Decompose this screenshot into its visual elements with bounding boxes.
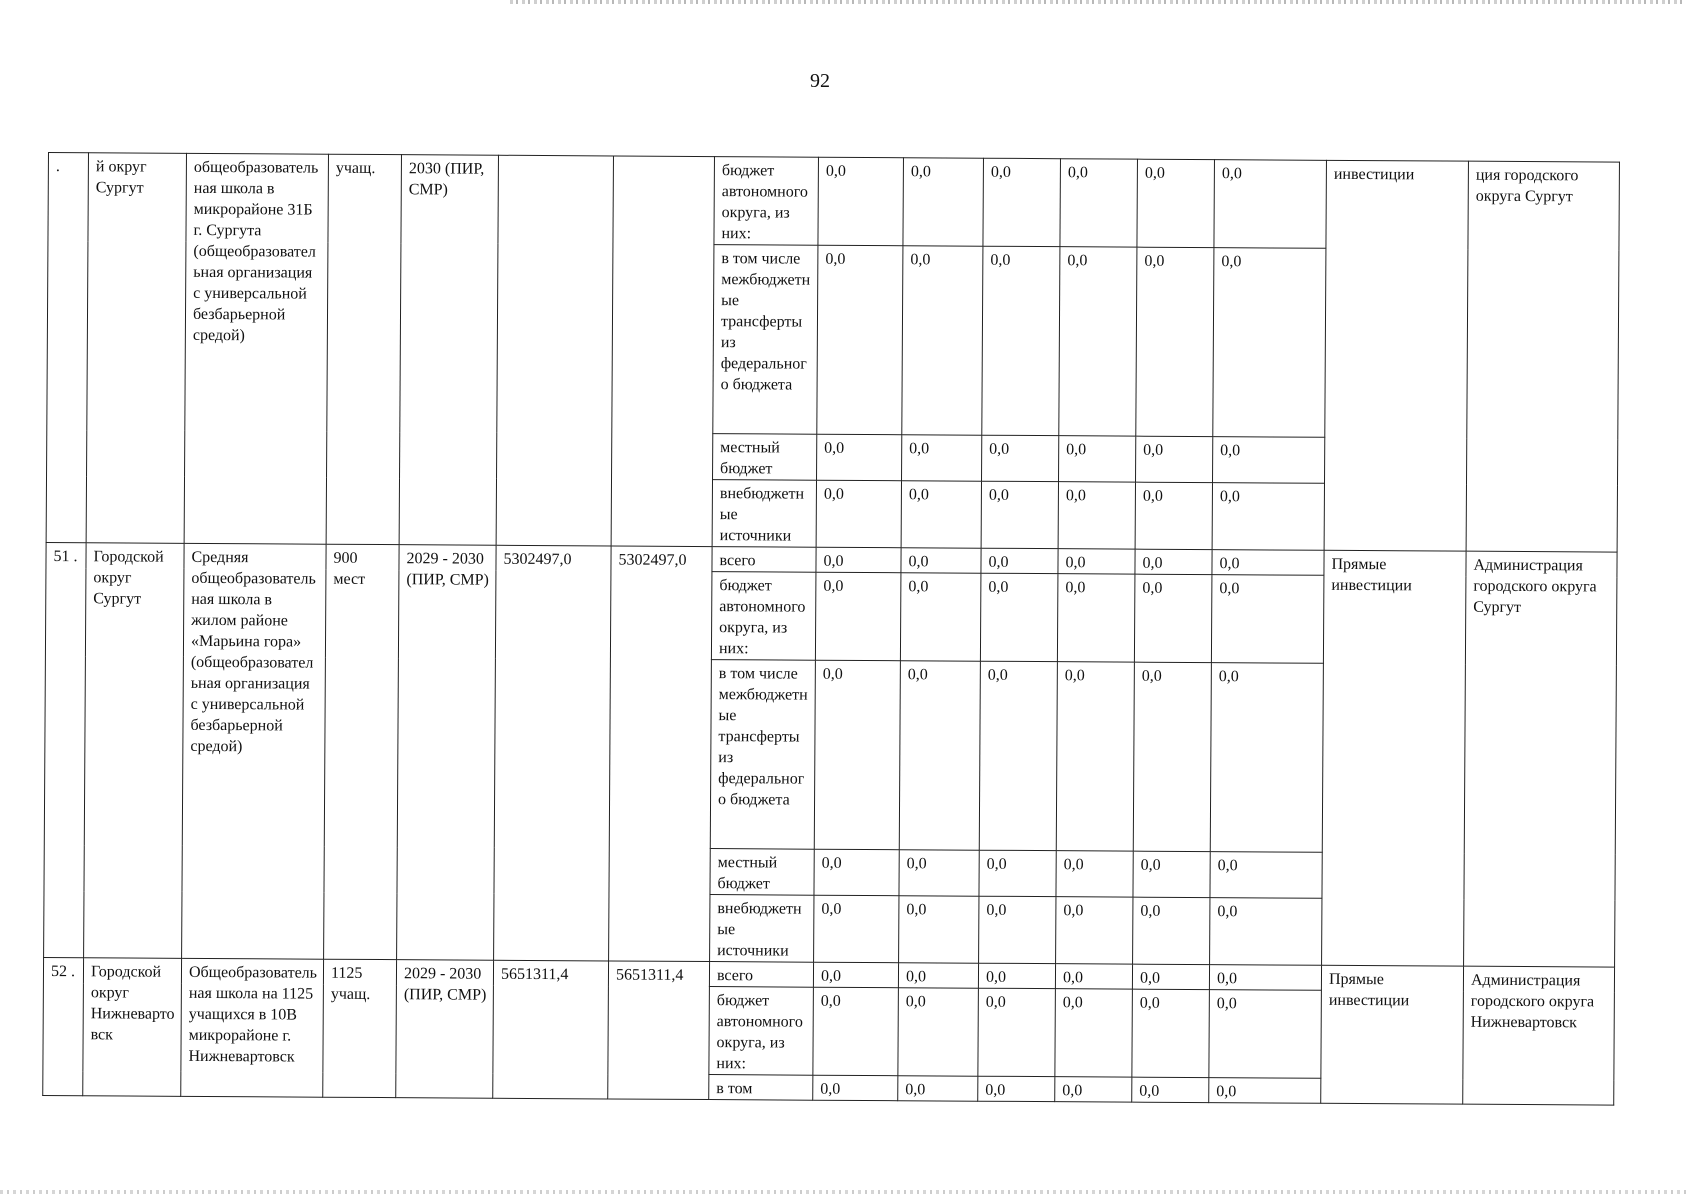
- funding-value-cell: 0,0: [1134, 574, 1212, 662]
- years-cell: 2029 - 2030 (ПИР, СМР): [397, 545, 497, 961]
- object-name-cell: Общеобразовательная школа на 1125 учащихся в 10В микрорайоне г. Нижневартовск: [181, 958, 324, 1097]
- funding-value-cell: 0,0: [1212, 483, 1324, 551]
- funding-value-cell: 0,0: [1210, 663, 1323, 853]
- funding-value-cell: 0,0: [983, 158, 1061, 246]
- funding-value-cell: 0,0: [980, 573, 1058, 661]
- customer-cell: Администрация городского округа Нижневартовск: [1463, 966, 1615, 1105]
- row-number: 51 .: [44, 542, 87, 957]
- funding-value-cell: 0,0: [1058, 482, 1135, 549]
- funding-value-cell: 0,0: [1210, 898, 1322, 966]
- funding-source-cell: всего: [712, 547, 816, 573]
- funding-value-cell: 0,0: [982, 246, 1060, 435]
- funding-value-cell: 0,0: [814, 895, 899, 963]
- funding-source-cell: бюджет автономного округа, из них:: [709, 987, 814, 1076]
- funding-value-cell: 0,0: [901, 548, 981, 573]
- municipality-cell: й округ Сургут: [86, 153, 186, 544]
- funding-value-cell: 0,0: [1056, 897, 1133, 964]
- funding-value-cell: 0,0: [1136, 247, 1214, 436]
- funding-value-cell: 0,0: [898, 1076, 978, 1101]
- page-number: 92: [810, 70, 830, 92]
- municipality-cell: Городской округ Нижневартовск: [83, 958, 182, 1097]
- funding-value-cell: 0,0: [818, 157, 904, 246]
- funding-value-cell: 0,0: [1209, 1078, 1321, 1104]
- funding-value-cell: 0,0: [979, 661, 1057, 850]
- funding-value-cell: 0,0: [1056, 662, 1134, 851]
- funding-value-cell: 0,0: [902, 246, 983, 435]
- funding-value-cell: 0,0: [1135, 549, 1212, 574]
- funding-value-cell: 0,0: [1055, 964, 1132, 989]
- object-name-cell: общеобразовательная школа в микрорайоне 31Б г. Сургута (общеобразовательная организация с универсальной безбарьерной средой): [184, 153, 328, 544]
- funding-value-cell: 0,0: [817, 245, 903, 435]
- funding-value-cell: 0,0: [902, 435, 982, 481]
- funding-value-cell: 0,0: [1214, 160, 1327, 249]
- funding-value-cell: 0,0: [1213, 248, 1326, 438]
- row-number: 52 .: [43, 957, 84, 1095]
- funding-value-cell: 0,0: [899, 661, 980, 850]
- capacity-cell: 900 мест: [324, 544, 400, 959]
- customer-cell: Администрация городского округа Сургут: [1464, 551, 1618, 967]
- funding-value-cell: 0,0: [1209, 990, 1322, 1079]
- funding-value-cell: 0,0: [817, 434, 902, 481]
- investment-type-cell: Прямые инвестиции: [1322, 550, 1467, 966]
- funding-value-cell: 0,0: [901, 481, 981, 548]
- funding-value-cell: 0,0: [1137, 159, 1215, 247]
- total-cost-cell: [496, 155, 613, 546]
- funding-value-cell: 0,0: [978, 1076, 1055, 1101]
- funding-value-cell: 0,0: [898, 963, 978, 988]
- years-cell: 2029 - 2030 (ПИР, СМР): [396, 960, 494, 1099]
- funding-value-cell: 0,0: [1060, 159, 1138, 247]
- scan-artifact-top: [510, 0, 1686, 4]
- funding-value-cell: 0,0: [900, 573, 981, 661]
- funding-source-cell: местный бюджет: [713, 434, 817, 481]
- row-number: .: [46, 153, 88, 543]
- remaining-cost-cell: [611, 156, 714, 547]
- funding-value-cell: 0,0: [816, 547, 901, 573]
- capacity-cell: учащ.: [326, 154, 401, 544]
- funding-value-cell: 0,0: [1211, 575, 1324, 664]
- funding-value-cell: 0,0: [981, 481, 1058, 548]
- funding-value-cell: 0,0: [903, 158, 984, 246]
- funding-source-cell: всего: [709, 962, 813, 988]
- investment-type-cell: инвестиции: [1324, 160, 1468, 551]
- object-name-cell: Средняя общеобразовательная школа в жилом районе «Марьина гора» (общеобразовательная организация с универсальной безбарьерной средой): [182, 543, 327, 959]
- funding-source-cell: внебюджетные источники: [712, 480, 816, 548]
- funding-value-cell: 0,0: [815, 572, 901, 661]
- capacity-cell: 1125 учащ.: [323, 959, 397, 1097]
- customer-cell: ция городского округа Сургут: [1466, 161, 1619, 552]
- funding-value-cell: 0,0: [1132, 1077, 1209, 1102]
- funding-value-cell: 0,0: [1058, 549, 1135, 574]
- funding-value-cell: 0,0: [1212, 550, 1324, 576]
- funding-value-cell: 0,0: [813, 962, 898, 988]
- funding-source-cell: местный бюджет: [710, 849, 814, 896]
- funding-value-cell: 0,0: [1136, 436, 1213, 482]
- remaining-cost-cell: 5651311,4: [608, 961, 710, 1100]
- funding-source-cell: в том числе межбюджетные трансферты из федерального бюджета: [713, 245, 818, 435]
- investment-table: [42, 152, 1620, 1106]
- funding-value-cell: 0,0: [979, 850, 1056, 896]
- years-cell: 2030 (ПИР, СМР): [399, 155, 498, 546]
- funding-value-cell: 0,0: [1059, 436, 1136, 482]
- funding-value-cell: 0,0: [814, 660, 900, 850]
- total-cost-cell: 5651311,4: [493, 960, 609, 1099]
- funding-value-cell: 0,0: [1213, 437, 1325, 484]
- funding-value-cell: 0,0: [981, 548, 1058, 573]
- funding-value-cell: 0,0: [1133, 662, 1211, 851]
- funding-value-cell: 0,0: [1056, 851, 1133, 897]
- funding-source-cell: в том: [709, 1075, 813, 1101]
- funding-value-cell: 0,0: [1132, 989, 1210, 1077]
- table-row: [48, 153, 1620, 251]
- funding-value-cell: 0,0: [1059, 247, 1137, 436]
- funding-value-cell: 0,0: [1210, 852, 1322, 899]
- funding-value-cell: 0,0: [898, 988, 979, 1076]
- funding-source-cell: бюджет автономного округа, из них:: [711, 572, 816, 661]
- funding-value-cell: 0,0: [899, 850, 979, 896]
- funding-value-cell: 0,0: [1055, 1077, 1132, 1102]
- municipality-cell: Городской округ Сургут: [84, 543, 185, 959]
- funding-value-cell: 0,0: [1135, 482, 1212, 549]
- funding-value-cell: 0,0: [813, 987, 899, 1076]
- funding-value-cell: 0,0: [1055, 989, 1133, 1077]
- remaining-cost-cell: 5302497,0: [609, 546, 713, 962]
- funding-source-cell: в том числе межбюджетные трансферты из федерального бюджета: [710, 660, 815, 850]
- scan-artifact-bottom: [0, 1190, 1686, 1194]
- funding-value-cell: 0,0: [1132, 964, 1209, 989]
- funding-value-cell: 0,0: [1133, 851, 1210, 897]
- funding-value-cell: 0,0: [978, 963, 1055, 988]
- funding-value-cell: 0,0: [1133, 897, 1210, 964]
- funding-value-cell: 0,0: [982, 435, 1059, 481]
- total-cost-cell: 5302497,0: [494, 545, 612, 961]
- funding-value-cell: 0,0: [899, 896, 979, 963]
- funding-source-cell: внебюджетные источники: [710, 895, 814, 963]
- funding-value-cell: 0,0: [814, 849, 899, 896]
- investment-type-cell: Прямые инвестиции: [1321, 965, 1464, 1104]
- funding-value-cell: 0,0: [1057, 574, 1135, 662]
- funding-value-cell: 0,0: [816, 480, 901, 548]
- funding-source-cell: бюджет автономного округа, из них:: [714, 157, 819, 246]
- funding-value-cell: 0,0: [978, 988, 1056, 1076]
- funding-value-cell: 0,0: [1209, 965, 1321, 991]
- funding-value-cell: 0,0: [979, 896, 1056, 963]
- funding-value-cell: 0,0: [813, 1075, 898, 1101]
